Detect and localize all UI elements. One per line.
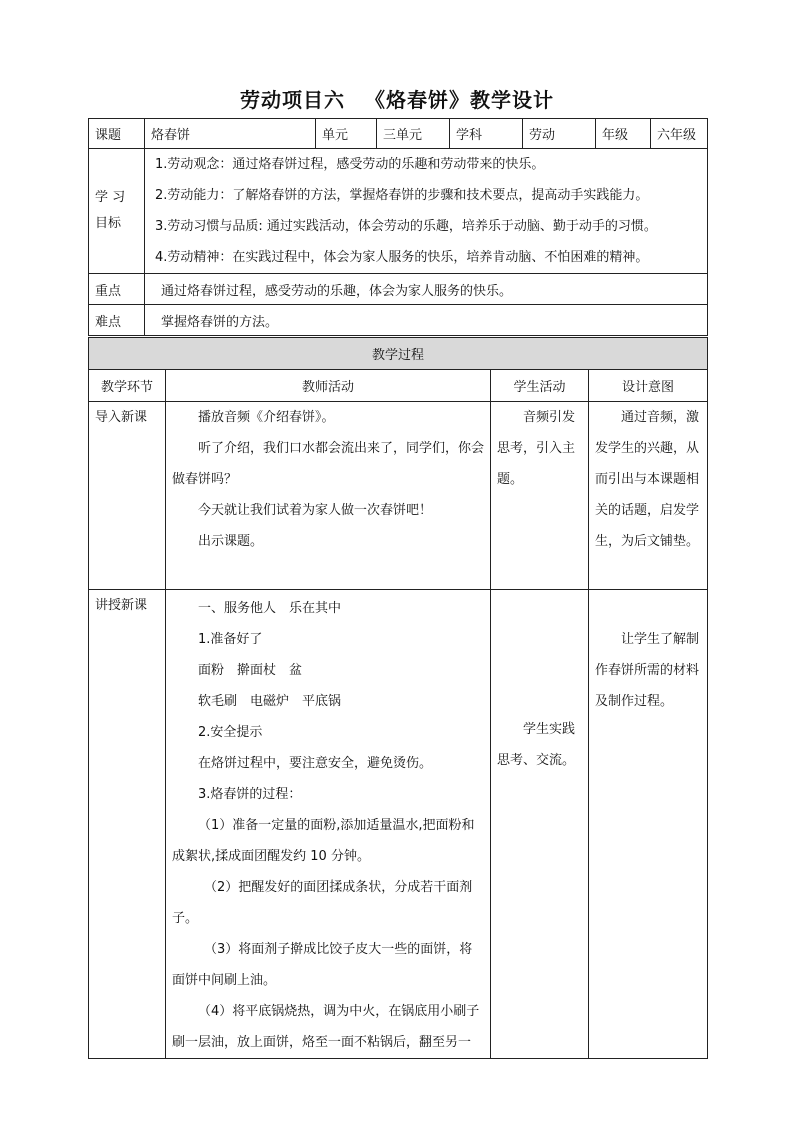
topic-label: 课题 xyxy=(89,119,145,149)
lecture-intent xyxy=(589,590,708,1059)
lecture-teacher-line: 软毛刷 电磁炉 平底锅 xyxy=(198,694,342,709)
goal-item: 1.劳动观念：通过烙春饼过程，感受劳动的乐趣和劳动带来的快乐。 xyxy=(155,157,545,172)
lecture-student xyxy=(491,590,589,1059)
page-title xyxy=(0,84,794,113)
difficulty-value: 掌握烙春饼的方法。 xyxy=(145,305,708,336)
goals-label-line2: 目标 xyxy=(95,216,122,231)
lecture-teacher-line: （4）将平底锅烧热，调为中火，在锅底用小刷子刷一层油，放上面饼，烙至一面不粘锅后，翻至另一 xyxy=(172,1004,480,1050)
goal-item: 4.劳动精神：在实践过程中，体会为家人服务的快乐，培养肯动脑、不怕困难的精神。 xyxy=(155,250,649,265)
intro-teacher-line: 出示课题。 xyxy=(198,534,264,549)
goals-label-line1: 学 习 xyxy=(95,190,126,205)
goal-item: 3.劳动习惯与品质: 通过实践活动，体会劳动的乐趣，培养乐于动脑、勤于动手的习惯。 xyxy=(155,219,657,234)
intro-student-text: 音频引发思考，引入主题。 xyxy=(497,410,576,487)
lecture-teacher-line: （3）将面剂子擀成比饺子皮大一些的面饼，将面饼中间刷上油。 xyxy=(172,942,473,988)
title-part1: 劳动项目六 xyxy=(240,88,346,112)
intro-teacher xyxy=(166,402,491,590)
lecture-teacher-line: （2）把醒发好的面团揉成条状，分成若干面剂子。 xyxy=(172,880,473,926)
lecture-teacher-line: 一、服务他人 乐在其中 xyxy=(198,601,342,616)
process-band: 教学过程 xyxy=(89,338,708,370)
grade-value: 六年级 xyxy=(651,119,708,149)
goals-label xyxy=(89,149,145,274)
intro-student xyxy=(491,402,589,590)
lecture-teacher-line: 面粉 擀面杖 盆 xyxy=(198,663,303,678)
unit-value: 三单元 xyxy=(377,119,450,149)
intro-intent xyxy=(589,402,708,590)
key-point-label: 重点 xyxy=(89,274,145,305)
intro-teacher-line: 听了介绍，我们口水都会流出来了，同学们，你会做春饼吗？ xyxy=(172,441,485,487)
lecture-student-text: 学生实践思考、交流。 xyxy=(497,722,576,768)
lecture-stage: 讲授新课 xyxy=(89,590,166,1059)
key-point-value: 通过烙春饼过程，感受劳动的乐趣，体会为家人服务的快乐。 xyxy=(145,274,708,305)
info-table xyxy=(88,118,708,336)
topic-value: 烙春饼 xyxy=(145,119,316,149)
goals-content xyxy=(145,149,708,274)
goal-item: 2.劳动能力：了解烙春饼的方法，掌握烙春饼的步骤和技术要点，提高动手实践能力。 xyxy=(155,188,649,203)
header-teacher: 教师活动 xyxy=(166,370,491,402)
title-part2: 《烙春饼》教学设计 xyxy=(364,88,554,112)
header-student: 学生活动 xyxy=(491,370,589,402)
intro-teacher-line: 今天就让我们试着为家人做一次春饼吧！ xyxy=(198,503,433,518)
lecture-teacher xyxy=(166,590,491,1059)
header-intent: 设计意图 xyxy=(589,370,708,402)
grade-label: 年级 xyxy=(596,119,651,149)
lecture-teacher-line: 3.烙春饼的过程： xyxy=(198,787,302,802)
intro-stage: 导入新课 xyxy=(89,402,166,590)
process-table xyxy=(88,337,708,1059)
lecture-teacher-line: 2.安全提示 xyxy=(198,725,263,740)
intro-teacher-line: 播放音频《介绍春饼》。 xyxy=(198,410,335,425)
lecture-teacher-line: （1）准备一定量的面粉,添加适量温水,把面粉和成絮状,揉成面团醒发约 10 分钟。 xyxy=(172,818,475,864)
subject-label: 学科 xyxy=(450,119,523,149)
intro-intent-text: 通过音频，激发学生的兴趣，从而引出与本课题相关的话题，启发学生，为后文铺垫。 xyxy=(595,410,700,549)
lecture-intent-text: 让学生了解制作春饼所需的材料及制作过程。 xyxy=(595,632,700,709)
difficulty-label: 难点 xyxy=(89,305,145,336)
header-stage: 教学环节 xyxy=(89,370,166,402)
unit-label: 单元 xyxy=(316,119,377,149)
subject-value: 劳动 xyxy=(523,119,596,149)
lecture-teacher-line: 在烙饼过程中，要注意安全，避免烫伤。 xyxy=(198,756,433,771)
lecture-teacher-line: 1.准备好了 xyxy=(198,632,263,647)
